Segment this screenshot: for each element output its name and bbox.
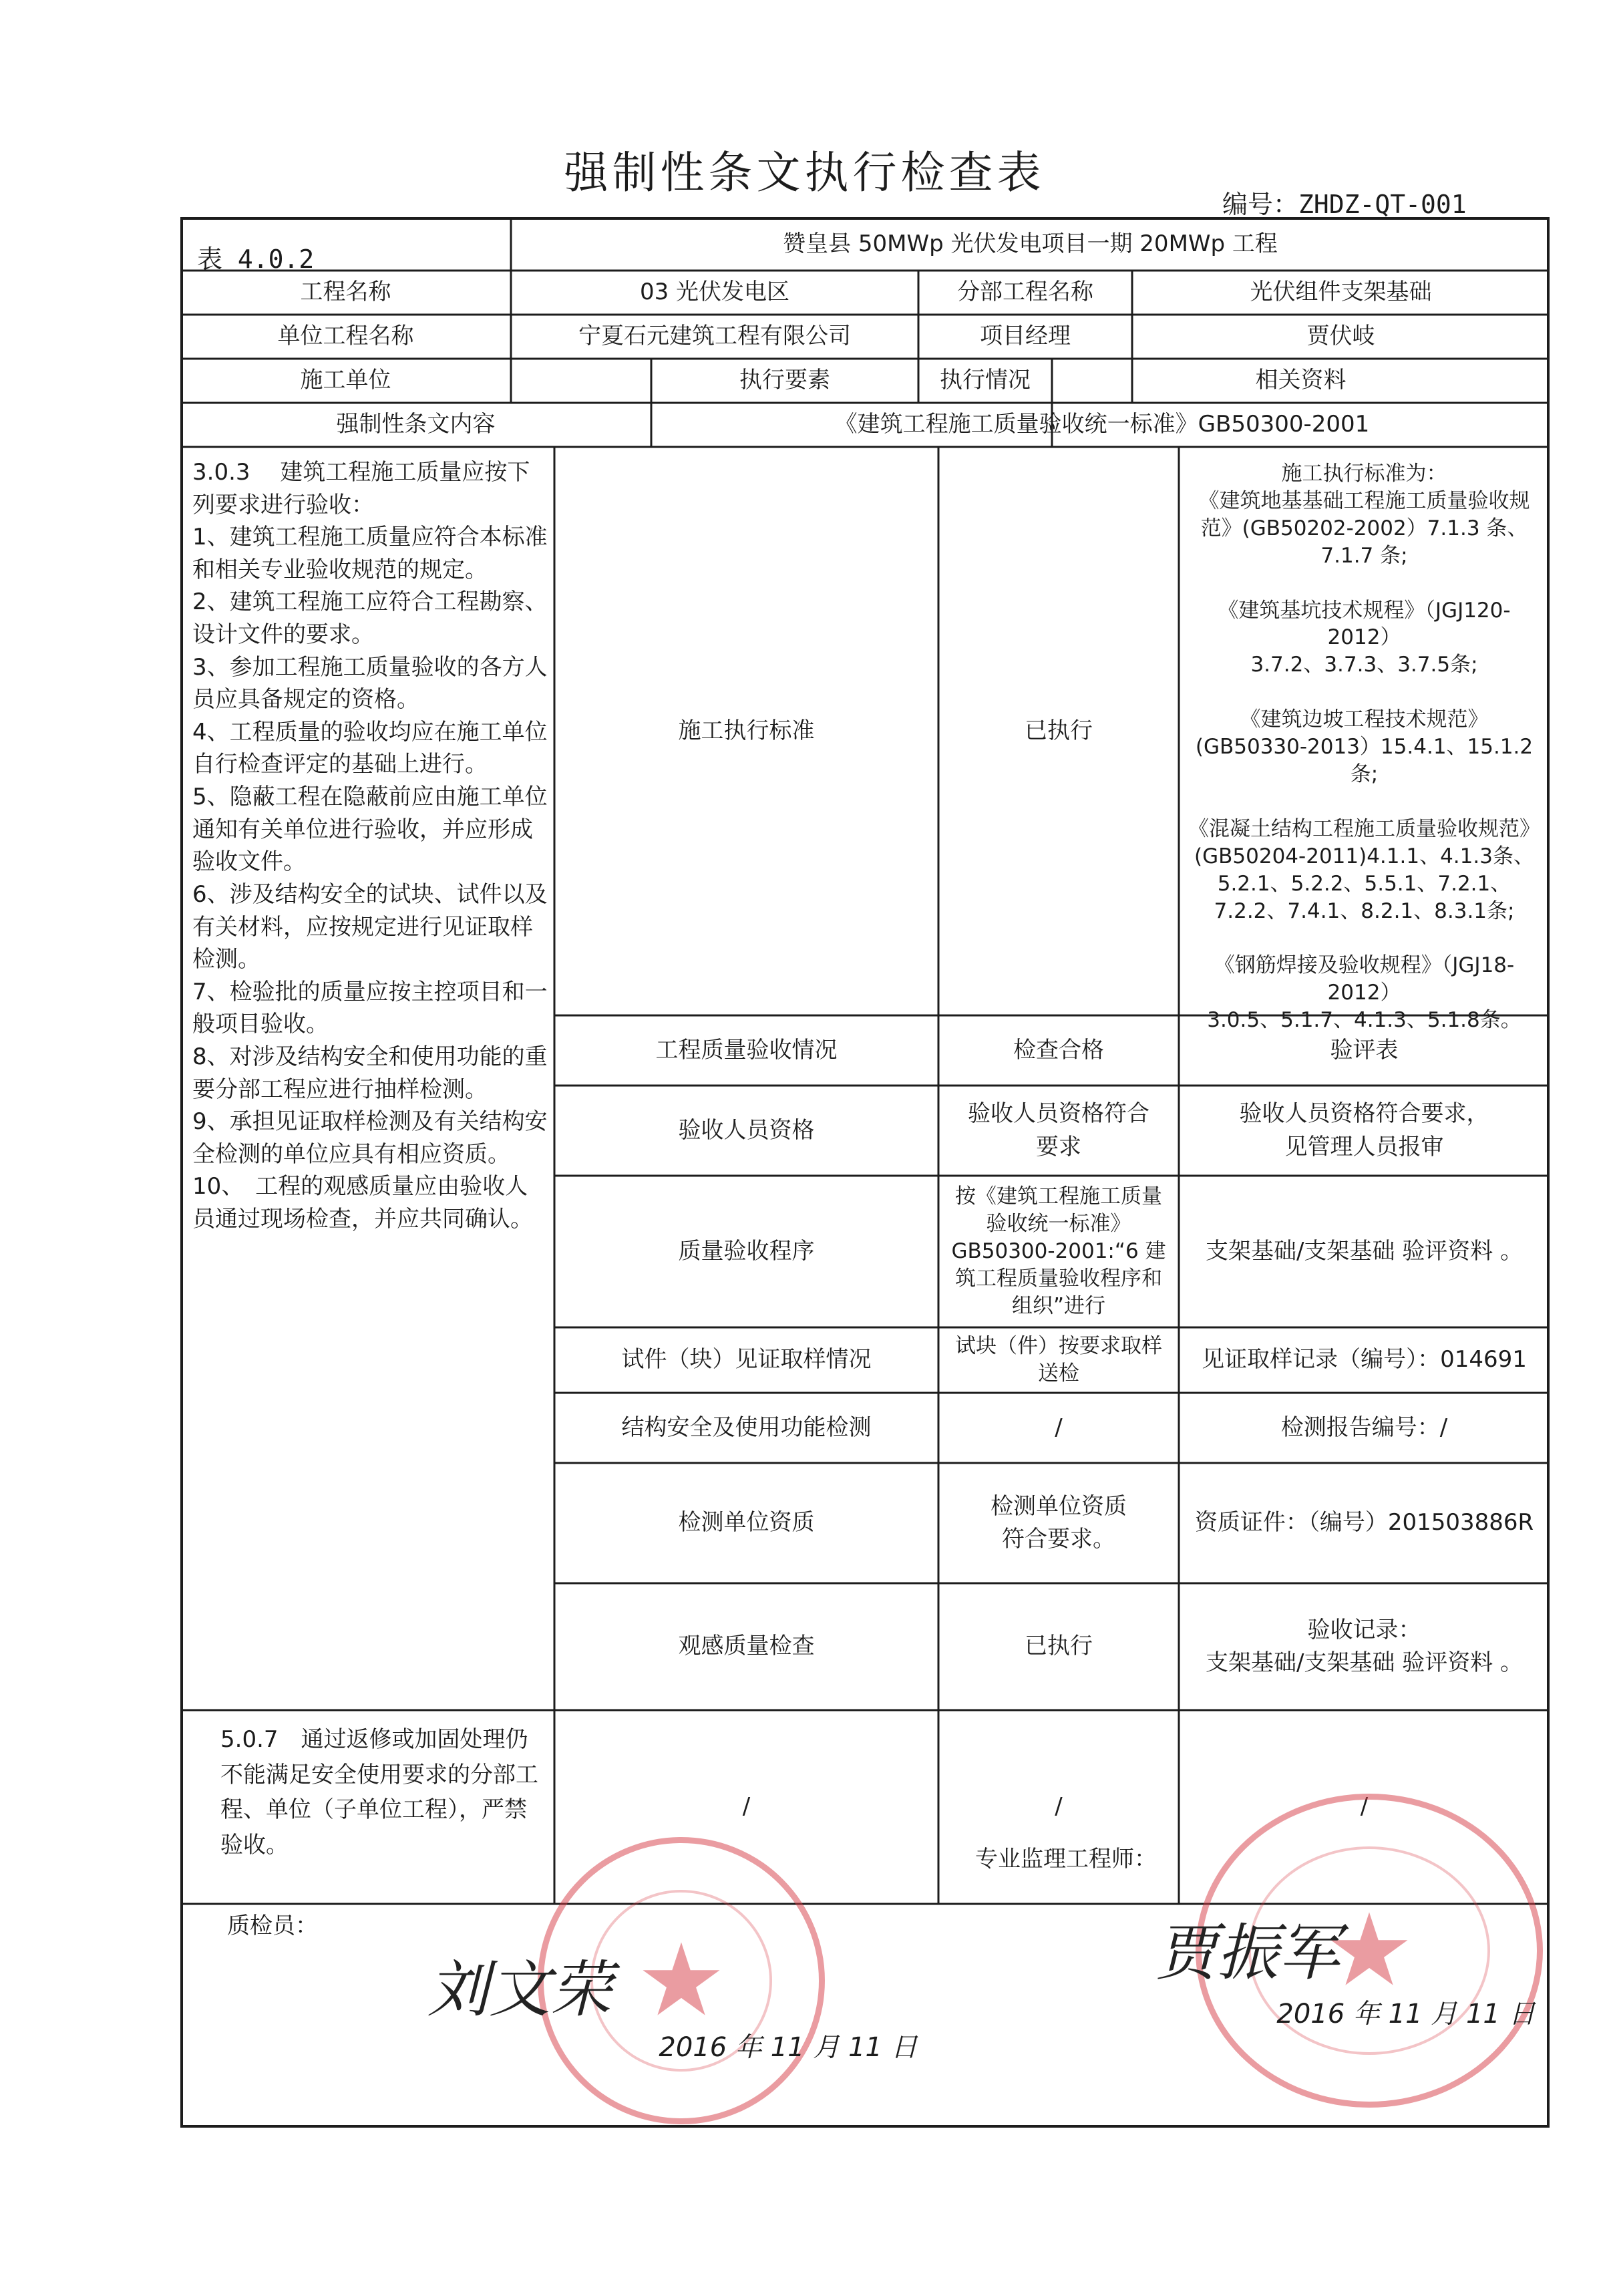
- inspector-label: 质检员：: [227, 1913, 318, 1939]
- row-material: 检测报告编号：/: [1280, 1414, 1448, 1441]
- project-name-label: 工程名称: [300, 279, 391, 306]
- materials-label: 相关资料: [1255, 367, 1347, 394]
- row-element: 检测单位资质: [678, 1509, 815, 1536]
- clause-line: 3.0.3 建筑工程施工质量应按下列要求进行验收：: [192, 459, 530, 518]
- clause-line: 9、承担见证取样检测及有关结构安全检测的单位应具有相应资质。: [192, 1108, 548, 1168]
- row-material: 验收人员资格符合要求， 见管理人员报审: [1239, 1100, 1489, 1160]
- row-material: 验评表: [1330, 1036, 1399, 1063]
- row-element: 施工执行标准: [678, 717, 815, 744]
- supervision-seal-stamp: ★: [1196, 1794, 1543, 2108]
- clause-line: 5、隐蔽工程在隐蔽前应由施工单位通知有关单位进行验收，并应形成验收文件。: [192, 784, 548, 876]
- clause-507-status: /: [1055, 1793, 1063, 1820]
- supervisor-label: 专业监理工程师：: [975, 1846, 1157, 1872]
- clause-line: 10、 工程的观感质量应由验收人员通过现场检查，并应共同确认。: [192, 1173, 533, 1233]
- row-status: 验收人员资格符合 要求: [968, 1100, 1149, 1160]
- clause-5-0-7: 5.0.7 通过返修或加固处理仍不能满足安全使用要求的分部工程、单位（子单位工程），严禁验收。: [220, 1726, 538, 1859]
- row-status: 已执行: [1025, 1633, 1093, 1660]
- row-material: 资质证件：（编号）201503886R: [1194, 1509, 1534, 1536]
- elements-label: 执行要素: [739, 367, 830, 394]
- row-status: 试块（件）按要求取样送检: [955, 1334, 1162, 1385]
- unit-project-value: 03 光伏发电区: [639, 279, 790, 306]
- document-number: 编号：ZHDZ-QT-001: [1222, 190, 1467, 219]
- page-title: 强制性条文执行检查表: [564, 147, 1045, 198]
- clause-3-0-3: [180, 451, 554, 1707]
- supervisor-date: 2016 年 11 月 11 日: [1276, 1999, 1536, 2029]
- table-number: 表 4.0.2: [197, 244, 315, 274]
- clause-507-material: /: [1360, 1793, 1369, 1820]
- row-status: 已执行: [1025, 717, 1093, 744]
- clause-line: 4、工程质量的验收均应在施工单位自行检查评定的基础上进行。: [192, 718, 548, 778]
- clause-line: 8、对涉及结构安全和使用功能的重要分部工程应进行抽样检测。: [192, 1043, 548, 1103]
- project-name-value: 赞皇县 50MWp 光伏发电项目一期 20MWp 工程: [783, 230, 1278, 258]
- row-material: 支架基础/支架基础 验评资料 。: [1205, 1237, 1524, 1265]
- clause-line: 7、检验批的质量应按主控项目和一般项目验收。: [192, 978, 548, 1038]
- status-label: 执行情况: [940, 367, 1031, 394]
- content-label: 强制性条文内容: [336, 411, 496, 438]
- row-material: 验收记录： 支架基础/支架基础 验评资料 。: [1205, 1616, 1524, 1676]
- clause-line: 1、建筑工程施工质量应符合本标准和相关专业验收规范的规定。: [192, 524, 548, 583]
- clause-line: 3、参加工程施工质量验收的各方人员应具备规定的资格。: [192, 653, 548, 713]
- project-manager-label: 项目经理: [980, 323, 1071, 350]
- row-element: 验收人员资格: [678, 1116, 815, 1144]
- row-element: 结构安全及使用功能检测: [621, 1414, 872, 1441]
- supervisor-signature: 贾振军: [1155, 1917, 1340, 1989]
- construction-unit-label: 施工单位: [300, 367, 391, 394]
- clause-line: 6、涉及结构安全的试块、试件以及有关材料，应按规定进行见证取样检测。: [192, 880, 548, 973]
- row-status: /: [1055, 1414, 1063, 1441]
- row-element: 观感质量检查: [678, 1633, 815, 1660]
- unit-project-label: 单位工程名称: [277, 323, 414, 350]
- row-status: 按《建筑工程施工质量验收统一标准》GB50300-2001:“6 建筑工程质量验收程序和组织”进行: [951, 1184, 1166, 1318]
- row-element: 试件（块）见证取样情况: [621, 1346, 872, 1373]
- row-status: 检测单位资质 符合要求。: [991, 1492, 1127, 1552]
- row-element: 工程质量验收情况: [655, 1036, 838, 1063]
- clause-line: 2、建筑工程施工应符合工程勘察、设计文件的要求。: [192, 589, 548, 649]
- inspector-signature: 刘文荣: [427, 1954, 612, 2025]
- inspection-table: [180, 217, 1550, 2128]
- row-material: 见证取样记录（编号）：014691: [1202, 1346, 1527, 1373]
- construction-unit-value: 宁夏石元建筑工程有限公司: [578, 323, 851, 350]
- row-element: 质量验收程序: [678, 1237, 815, 1265]
- sub-project-label: 分部工程名称: [957, 279, 1093, 306]
- standard-title: 《建筑工程施工质量验收统一标准》GB50300-2001: [834, 411, 1370, 438]
- company-seal-stamp: ★: [538, 1837, 825, 2124]
- row-status: 检查合格: [1013, 1036, 1104, 1063]
- clause-507-element: /: [742, 1793, 751, 1820]
- sub-project-value: 光伏组件支架基础: [1250, 279, 1432, 306]
- inspector-date: 2016 年 11 月 11 日: [659, 2032, 918, 2063]
- row-material: 施工执行标准为： 《建筑地基基础工程施工质量验收规范》(GB50202-2002）7.1.3 条、7.1.7 条; 《建筑基坑技术规程》（JGJ120-2012） 3.7.2、3.7.3、3.7.5条; 《建筑边坡工程技术规范》 (GB50330-2013）15.4.1、15.1.2 条; 《混凝土结构工程施工质量验收规范》 (GB50204-2011)4.1.1、4.1.3条、5.2.1、5.2.2、5.5.1、7.2.1、7.2.2、7.4.1、8.2.1、8.3.1条; 《钢筋焊接及验收规程》（JGJ18-2012） 3.0.5、5.1.7、4.1.3、5.1.8条。: [1188, 462, 1540, 1033]
- project-manager-value: 贾伏岐: [1306, 323, 1375, 350]
